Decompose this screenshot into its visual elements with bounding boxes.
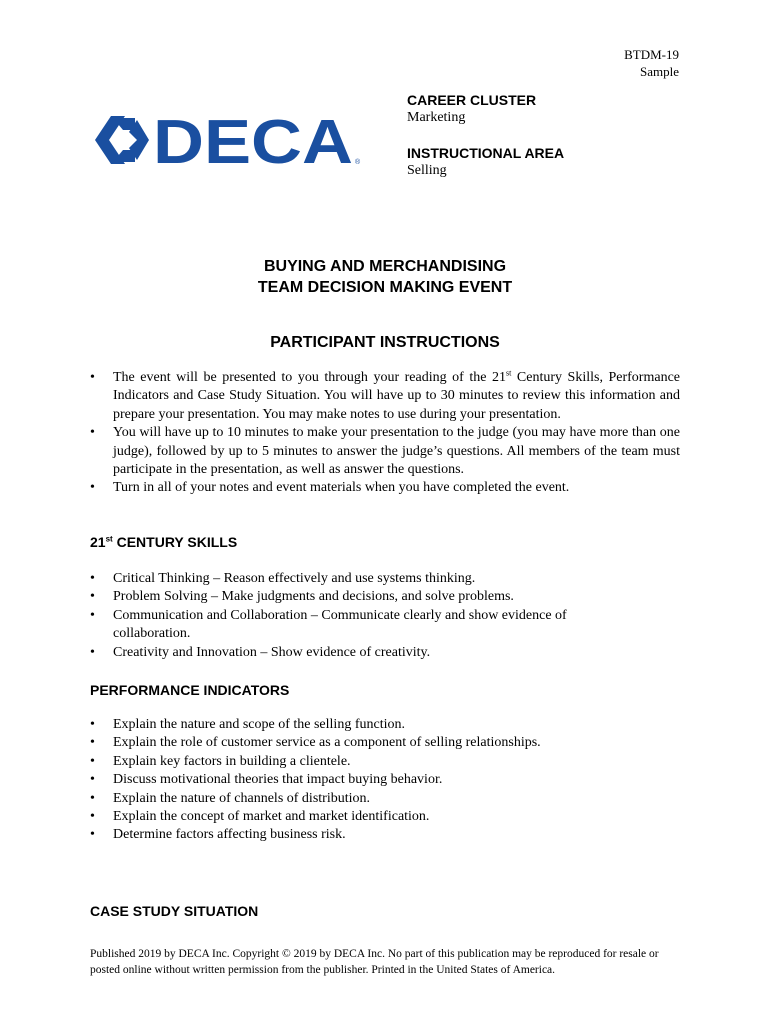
list-item: • Discuss motivational theories that impact buying behavior. <box>90 771 680 789</box>
list-item: • Creativity and Innovation – Show evidence of creativity. <box>90 644 680 662</box>
deca-logo <box>93 112 368 168</box>
bullet-icon: • <box>90 717 95 732</box>
bullet-icon: • <box>90 644 95 660</box>
performance-indicators-heading: PERFORMANCE INDICATORS <box>90 682 290 698</box>
bullet-icon: • <box>90 753 95 769</box>
career-cluster-label: CAREER CLUSTER <box>407 92 537 108</box>
list-item: • You will have up to 10 minutes to make your presentation to the judge (you may have more than one judge), followed by up to 5 minutes to answer the judge’s questions. All members of the team must participate in the presentation, as well as answer the questions. <box>90 425 680 478</box>
document-code: BTDM-19 <box>624 47 679 62</box>
instructional-area-value: Selling <box>407 163 447 178</box>
bullet-icon: • <box>90 425 95 441</box>
list-item: • The event will be presented to you through your reading of the 21st Century Skills, Performance Indicators and Case Study Situation. You will have up to 30 minutes to review this information and prepare your presentation. You may make notes to use during your presentation. <box>90 368 680 422</box>
case-study-heading: CASE STUDY SITUATION <box>90 903 259 919</box>
bullet-icon: • <box>90 735 95 751</box>
list-item: • Turn in all of your notes and event materials when you have completed the event. <box>90 479 680 497</box>
list-item: • Determine factors affecting business risk. <box>90 826 680 844</box>
bullet-icon: • <box>90 827 95 843</box>
logo-text: DECA <box>153 112 353 168</box>
classification-block <box>407 92 687 198</box>
event-title <box>0 256 770 298</box>
bullet-icon: • <box>90 809 95 825</box>
deca-diamond-icon <box>93 112 368 168</box>
registered-mark-icon: ® <box>355 159 361 166</box>
list-item: • Explain the nature of channels of distribution. <box>90 790 680 808</box>
performance-indicators-list <box>90 716 680 845</box>
bullet-icon: • <box>90 790 95 806</box>
century-skills-heading: 21st CENTURY SKILLS <box>90 534 238 550</box>
copyright-footer: Published 2019 by DECA Inc. Copyright © 2019 by DECA Inc. No part of this publication may be reproduced for resale or posted online without written permission from the publisher. Printed in the United States of America. <box>90 948 659 976</box>
list-item: • Explain the role of customer service as a component of selling relationships. <box>90 734 680 752</box>
bullet-icon: • <box>90 480 95 496</box>
instructional-area-label: INSTRUCTIONAL AREA <box>407 145 565 161</box>
list-item: • Explain key factors in building a clientele. <box>90 753 680 771</box>
bullet-icon: • <box>90 370 95 385</box>
participant-instructions-heading: PARTICIPANT INSTRUCTIONS <box>270 334 500 351</box>
document-sample-label: Sample <box>640 64 679 79</box>
list-item: • Explain the concept of market and market identification. <box>90 808 680 826</box>
list-item: • Explain the nature and scope of the selling function. <box>90 716 680 734</box>
list-item: • Critical Thinking – Reason effectively and use systems thinking. <box>90 570 680 588</box>
list-item: • Problem Solving – Make judgments and decisions, and solve problems. <box>90 588 680 606</box>
list-item: • Communication and Collaboration – Communicate clearly and show evidence of collaboration. <box>90 607 567 642</box>
century-skills-list <box>90 570 680 662</box>
event-title-line1: BUYING AND MERCHANDISING <box>263 258 507 275</box>
career-cluster-value: Marketing <box>407 110 466 125</box>
bullet-icon: • <box>90 571 95 586</box>
bullet-icon: • <box>90 772 95 788</box>
participant-instructions-list <box>90 369 680 498</box>
bullet-icon: • <box>90 589 95 605</box>
bullet-icon: • <box>90 607 95 623</box>
document-code-block <box>624 46 679 80</box>
event-title-line2: TEAM DECISION MAKING EVENT <box>257 279 513 296</box>
